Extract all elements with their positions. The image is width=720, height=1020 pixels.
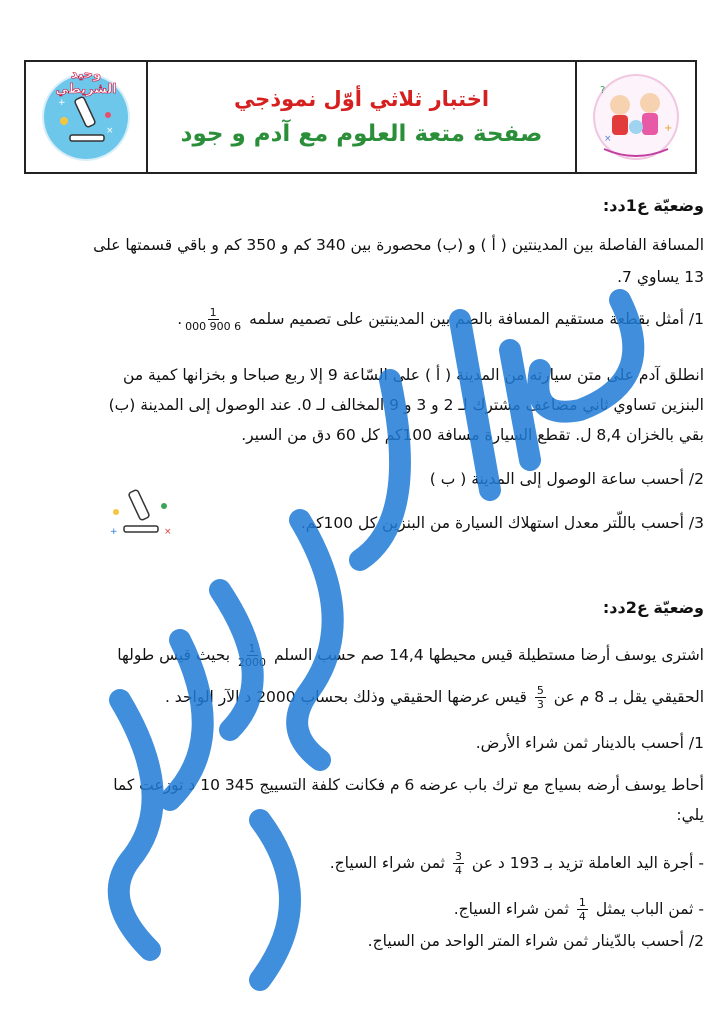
microscope-logo-icon: [94, 464, 186, 556]
s1-question2: 2/ أحسب ساعة الوصول إلى المدينة ( ب ): [429, 470, 704, 488]
s1-paragraph1-line1: المسافة الفاصلة بين المدينتين ( أ ) و (ب) محصورة بين 340 كم و 350 كم و باقي قسمتها على: [93, 236, 704, 254]
s2-bullet1-text-a: - أجرة اليد العاملة تزيد بـ 193 د عن: [471, 854, 704, 872]
s2-paragraph2-line1: أحاط يوسف أرضه بسياج مع ترك باب عرضه 6 م فكانت كلفة التسييج 345 10 د توزعت كما: [113, 776, 704, 794]
svg-text:×: ×: [164, 527, 172, 537]
svg-text:+: +: [664, 123, 673, 134]
s1-paragraph2-line1: انطلق آدم على متن سيارته من المدينة ( أ ) على السّاعة 9 إلا ربع صباحا و بخزانها كمية من: [123, 366, 704, 384]
title-cell: [146, 62, 575, 172]
page-subtitle: صفحة متعة العلوم مع آدم و جود: [180, 121, 543, 147]
s2-bullet1: [0, 850, 704, 877]
author-logo: [42, 67, 130, 161]
author-logo-text: وحيد الشريطي: [55, 67, 117, 97]
labor-numerator: 3: [454, 850, 462, 863]
door-fraction: [577, 896, 588, 923]
ratio-denominator: 3: [536, 698, 544, 711]
svg-text:?: ?: [600, 85, 606, 96]
middle-author-logo: [94, 464, 186, 556]
s2-bullet2-text-a: - ثمن الباب يمثل: [595, 900, 704, 918]
s2-question1: 1/ أحسب بالدينار ثمن شراء الأرض.: [475, 734, 704, 752]
s2-paragraph1-line2: [0, 684, 704, 711]
s2-bullet2: [0, 896, 704, 923]
s1-paragraph1-line2: 13 يساوي 7.: [617, 268, 704, 286]
kids-cartoon-icon: [590, 71, 682, 163]
s2-p1-text-b: بحيث قيس طولها: [117, 646, 231, 664]
header-box: [24, 60, 697, 174]
land-scale-numerator: 1: [248, 642, 256, 655]
ratio-numerator: 5: [536, 684, 544, 697]
s2-bullet1-text-b: ثمن شراء السياج.: [329, 854, 446, 872]
exam-title: اختبار ثلاثي أوّل نموذجي: [233, 87, 490, 111]
s2-bullet2-text-b: ثمن شراء السياج.: [453, 900, 569, 918]
svg-text:×: ×: [604, 134, 612, 144]
s1-paragraph2-line3: بقي بالخزان 8,4 ل. تقطع السيارة مسافة 100كم كل 60 دق من السير.: [241, 426, 704, 444]
svg-text:+: +: [58, 98, 66, 108]
right-logo-cell: [575, 62, 695, 172]
section2-heading: وضعيّة ع2دد:: [602, 598, 704, 617]
door-denominator: 4: [578, 910, 586, 923]
scale-numerator: 1: [209, 306, 217, 319]
kids-logo: [590, 71, 682, 163]
s2-p1-l2-text-a: الحقيقي يقل بـ 8 م عن: [553, 688, 704, 706]
scale-denominator: 6 900 000: [185, 320, 242, 333]
scale-fraction: [185, 306, 241, 333]
s2-question2: 2/ أحسب بالدّينار ثمن شراء المتر الواحد من السياج.: [367, 932, 704, 950]
s2-p1-text-a: اشترى يوسف أرضا مستطيلة قيس محيطها 14,4 صم حسب السلم: [273, 646, 704, 664]
left-logo-cell: [26, 62, 146, 172]
svg-text:×: ×: [106, 126, 114, 136]
s1-question3: 3/ أحسب باللّتر معدل استهلاك السيارة من البنزين كل 100كم.: [300, 514, 704, 532]
land-scale-denominator: 2000: [238, 656, 267, 669]
section1-heading: وضعيّة ع1دد:: [602, 196, 704, 215]
land-scale-fraction: [238, 642, 266, 669]
door-numerator: 1: [578, 896, 586, 909]
s2-p1-l2-text-b: قيس عرضها الحقيقي وذلك بحساب 2000 د الآر الواحد .: [164, 688, 527, 706]
ratio-fraction: [535, 684, 546, 711]
s1-paragraph2-line2: البنزين تساوي ثاني مضاعف مشترك لـ 2 و 3 و 9 المخالف لـ 0. عند الوصول إلى المدينة (ب): [108, 396, 704, 414]
labor-fraction: [453, 850, 464, 877]
labor-denominator: 4: [454, 864, 462, 877]
s1-question1-text: 1/ أمثل بقطعة مستقيم المسافة بالصم بين المدينتين على تصميم سلمه: [249, 310, 704, 328]
s2-paragraph1-line1: [0, 642, 704, 669]
svg-text:+: +: [110, 527, 118, 537]
s2-paragraph2-line2: يلي:: [676, 806, 704, 824]
s1-question1: 1/ أمثل بقطعة مستقيم المسافة بالصم بين المدينتين على تصميم سلمه $\frac{1}{6 900 000}$ .: [177, 306, 704, 333]
